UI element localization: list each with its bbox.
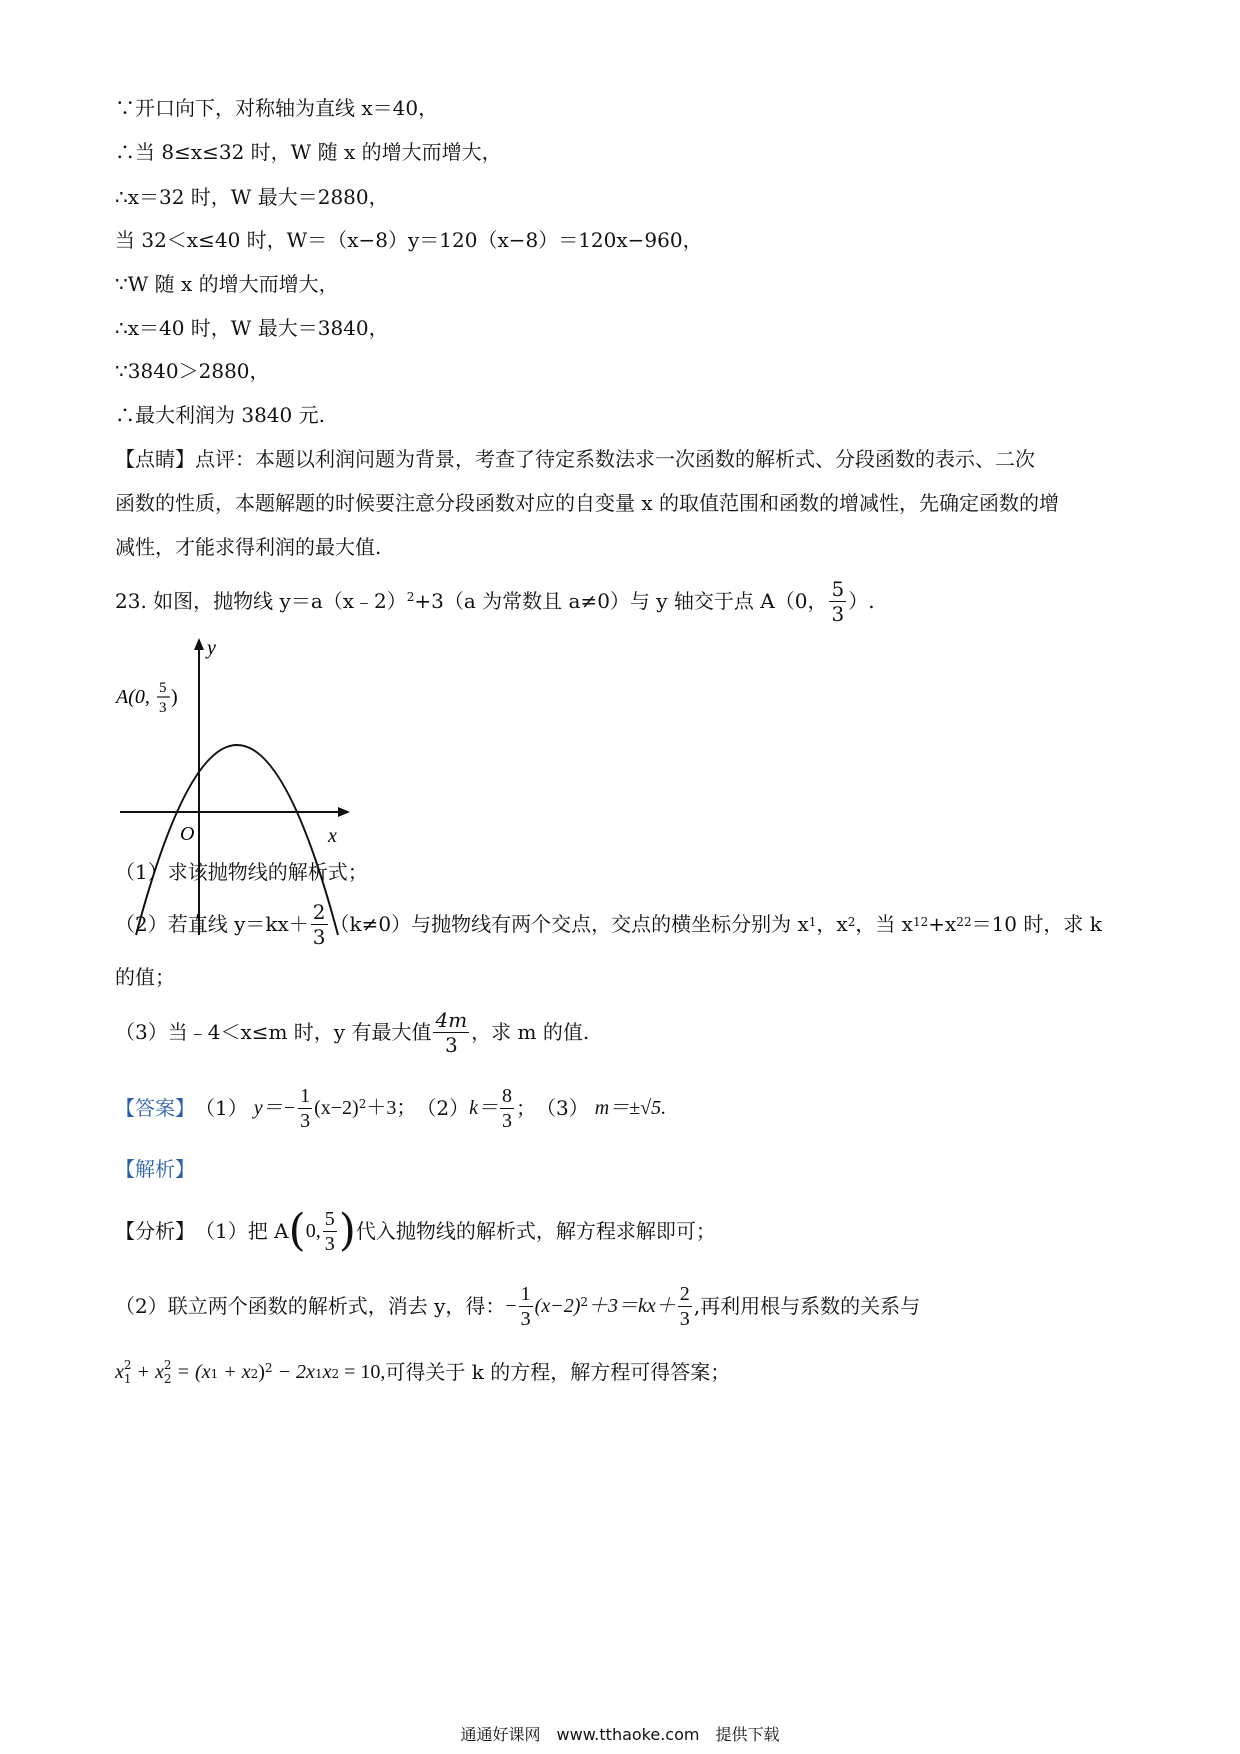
solution-line-2: ∴当 8≤x≤32 时，W 随 x 的增大而增大， bbox=[115, 140, 502, 164]
analysis-s3-sub2: 2 bbox=[163, 1372, 172, 1386]
analysis-s2-fraction-2 bbox=[678, 1284, 692, 1329]
analysis-s3-sup1: 2 bbox=[123, 1358, 132, 1372]
answer-tag: 【答案】 bbox=[115, 1096, 195, 1120]
analysis-s2-fraction-1 bbox=[519, 1284, 533, 1329]
analysis-s2-b: ,再利用根与系数的关系与 bbox=[693, 1294, 921, 1318]
answer-3-label: （3） bbox=[535, 1096, 589, 1120]
analysis-s3-sub5: 1 bbox=[314, 1367, 323, 1381]
analysis-s2-frac2-den: 3 bbox=[679, 1307, 690, 1330]
analysis-s3-tail1: − 2x bbox=[272, 1361, 315, 1383]
x-axis-arrow bbox=[338, 807, 350, 817]
solution-line-8: ∴最大利润为 3840 元. bbox=[115, 403, 325, 427]
q23-exponent: 2 bbox=[406, 590, 415, 604]
p3-frac-den: 3 bbox=[444, 1032, 458, 1057]
analysis-s3-sup3: 2 bbox=[264, 1361, 273, 1375]
point-a-frac-num: 5 bbox=[159, 680, 167, 696]
analysis-fx-open: ( bbox=[288, 1205, 306, 1256]
analysis-s3-sub3: 1 bbox=[210, 1367, 219, 1381]
analysis-part-2 bbox=[115, 1278, 920, 1334]
analysis-s3-script2 bbox=[164, 1358, 172, 1386]
analysis-s3-plus2: + x bbox=[218, 1361, 251, 1383]
answer-2-label: （2） bbox=[416, 1096, 470, 1120]
answer-1-fraction bbox=[298, 1086, 312, 1131]
analysis-s3-x1: x bbox=[115, 1361, 124, 1383]
comment-line-3: 减性，才能求得利润的最大值. bbox=[115, 535, 382, 559]
p2-sub3: 1 bbox=[912, 915, 921, 929]
p3-a: （3）当﹣4＜x≤m 时，y 有最大值 bbox=[115, 1020, 432, 1044]
p2-d: ，当 x bbox=[855, 912, 913, 936]
answer-1-expr: (x−2) bbox=[314, 1097, 359, 1119]
part-3 bbox=[115, 1004, 589, 1060]
solution-line-7: ∵3840＞2880， bbox=[115, 359, 270, 383]
analysis-fx-fraction bbox=[323, 1209, 337, 1254]
p3-frac-num: 4m bbox=[435, 1007, 468, 1032]
part-2-cont: 的值； bbox=[115, 965, 175, 989]
q23-stem-c: ）. bbox=[848, 589, 875, 613]
answer-1-frac-num: 1 bbox=[300, 1084, 311, 1107]
p2-sup3: 2 bbox=[920, 915, 929, 929]
answer-1-sup: 2 bbox=[358, 1097, 367, 1111]
x-axis-label: x bbox=[328, 825, 337, 847]
analysis-s3-script1 bbox=[124, 1358, 132, 1386]
page-footer: 通通好课网 www.tthaoke.com 提供下载 bbox=[460, 1725, 780, 1744]
analysis-s3-close: ) bbox=[258, 1361, 265, 1383]
p3-b: ，求 m 的值. bbox=[471, 1020, 590, 1044]
p2-frac-num: 2 bbox=[312, 899, 326, 924]
comment-tag: 【点睛】 bbox=[115, 447, 195, 471]
analysis-s3-x2: x bbox=[322, 1361, 332, 1383]
analysis-s3-sub4: 2 bbox=[250, 1367, 259, 1381]
p2-sup4: 2 bbox=[963, 915, 972, 929]
answer-1-tail: ＋3； bbox=[366, 1097, 417, 1119]
q23-stem-a: 23. 如图，抛物线 y＝a（x﹣2） bbox=[115, 589, 407, 613]
p2-e: +x bbox=[928, 912, 957, 936]
comment-line-2: 函数的性质，本题解题的时候要注意分段函数对应的自变量 x 的取值范围和函数的增减性，先确定函数的增 bbox=[115, 491, 1059, 515]
answer-line bbox=[115, 1080, 666, 1136]
q23-fraction bbox=[829, 576, 846, 626]
analysis-s2-expr: (x−2) bbox=[534, 1295, 581, 1317]
p2-fraction bbox=[311, 899, 328, 949]
analysis-fx-frac-den: 3 bbox=[324, 1232, 335, 1255]
analysis-fx-b: 代入抛物线的解析式，解方程求解即可； bbox=[355, 1219, 716, 1243]
analysis-s2-frac1-num: 1 bbox=[520, 1282, 531, 1305]
solution-line-1: ∵开口向下，对称轴为直线 x＝40， bbox=[115, 96, 439, 120]
analysis-fx-frac-num: 5 bbox=[324, 1207, 335, 1230]
answer-2-frac-num: 8 bbox=[501, 1084, 512, 1107]
analysis-s2-rhs: ＋3＝kx＋ bbox=[588, 1295, 676, 1317]
analysis-s3-sub1: 1 bbox=[123, 1372, 132, 1386]
point-a-frac-den: 3 bbox=[159, 700, 167, 716]
comment-text-1: 点评：本题以利润问题为背景，考查了待定系数法求一次函数的解析式、分段函数的表示、二次 bbox=[195, 447, 1035, 471]
p2-f: ＝10 时，求 k bbox=[971, 912, 1102, 936]
p2-b: （k≠0）与抛物线有两个交点，交点的横坐标分别为 x bbox=[329, 912, 809, 936]
q23-frac-den: 3 bbox=[831, 601, 845, 626]
answer-3-expr: m＝±√5. bbox=[594, 1097, 667, 1119]
part-1: （1）求该抛物线的解析式； bbox=[115, 860, 368, 884]
part-2 bbox=[115, 898, 1102, 950]
analysis-s2-sup: 2 bbox=[580, 1295, 589, 1309]
q23-frac-num: 5 bbox=[831, 576, 845, 601]
answer-2-tail: ； bbox=[515, 1096, 536, 1120]
analysis-tag: 【解析】 bbox=[115, 1157, 195, 1181]
analysis-part-1 bbox=[115, 1203, 716, 1259]
analysis-s3-b: 可得关于 k 的方程，解方程可得答案； bbox=[385, 1360, 731, 1384]
answer-2-lhs: k＝ bbox=[469, 1097, 498, 1119]
point-a-label: A(0, bbox=[116, 686, 150, 708]
analysis-s2-minus: − bbox=[505, 1295, 517, 1317]
analysis-s3-plus: + x bbox=[131, 1361, 164, 1383]
answer-2-fraction bbox=[500, 1086, 514, 1131]
analysis-fx-close: ) bbox=[338, 1205, 356, 1256]
analysis-s3-sub6: 2 bbox=[331, 1367, 340, 1381]
question-23-stem bbox=[115, 577, 875, 625]
origin-label: O bbox=[180, 823, 195, 845]
analysis-s3-sup2: 2 bbox=[163, 1358, 172, 1372]
solution-line-4: 当 32＜x≤40 时，W＝（x−8）y＝120（x−8）＝120x−960， bbox=[115, 228, 703, 252]
analysis-fx-tag: 【分析】 bbox=[115, 1219, 195, 1243]
analysis-part-2-cont bbox=[115, 1350, 730, 1394]
answer-1-lhs: y＝− bbox=[253, 1097, 297, 1119]
p2-sub4: 2 bbox=[956, 915, 964, 929]
analysis-s3-tail2: = 10, bbox=[339, 1361, 386, 1383]
y-axis-arrow bbox=[194, 638, 204, 650]
analysis-s2-frac1-den: 3 bbox=[520, 1307, 531, 1330]
analysis-s3-eq: = (x bbox=[171, 1361, 211, 1383]
p3-fraction bbox=[433, 1007, 469, 1057]
solution-line-6: ∴x＝40 时，W 最大＝3840， bbox=[115, 316, 389, 340]
y-axis-label: y bbox=[207, 637, 216, 659]
analysis-s2-frac2-num: 2 bbox=[679, 1282, 690, 1305]
analysis-fx-a: （1）把 A bbox=[195, 1219, 289, 1243]
p2-sub1: 1 bbox=[808, 915, 817, 929]
answer-1-frac-den: 3 bbox=[300, 1109, 311, 1132]
point-a-close: ) bbox=[171, 686, 178, 708]
analysis-s2-a: （2）联立两个函数的解析式，消去 y，得： bbox=[115, 1294, 506, 1318]
p2-sub2: 2 bbox=[847, 915, 856, 929]
answer-2-frac-den: 3 bbox=[501, 1109, 512, 1132]
answer-1-label: （1） bbox=[195, 1096, 248, 1120]
p2-frac-den: 3 bbox=[312, 924, 326, 949]
solution-line-5: ∵W 随 x 的增大而增大， bbox=[115, 272, 339, 296]
p2-c: ，x bbox=[816, 912, 848, 936]
q23-stem-b: +3（a 为常数且 a≠0）与 y 轴交于点 A（0， bbox=[414, 589, 828, 613]
analysis-fx-zero: 0, bbox=[305, 1220, 321, 1242]
comment-line-1 bbox=[115, 445, 1035, 473]
p2-a: （2）若直线 y＝kx＋ bbox=[115, 912, 309, 936]
solution-line-3: ∴x＝32 时，W 最大＝2880， bbox=[115, 185, 389, 209]
